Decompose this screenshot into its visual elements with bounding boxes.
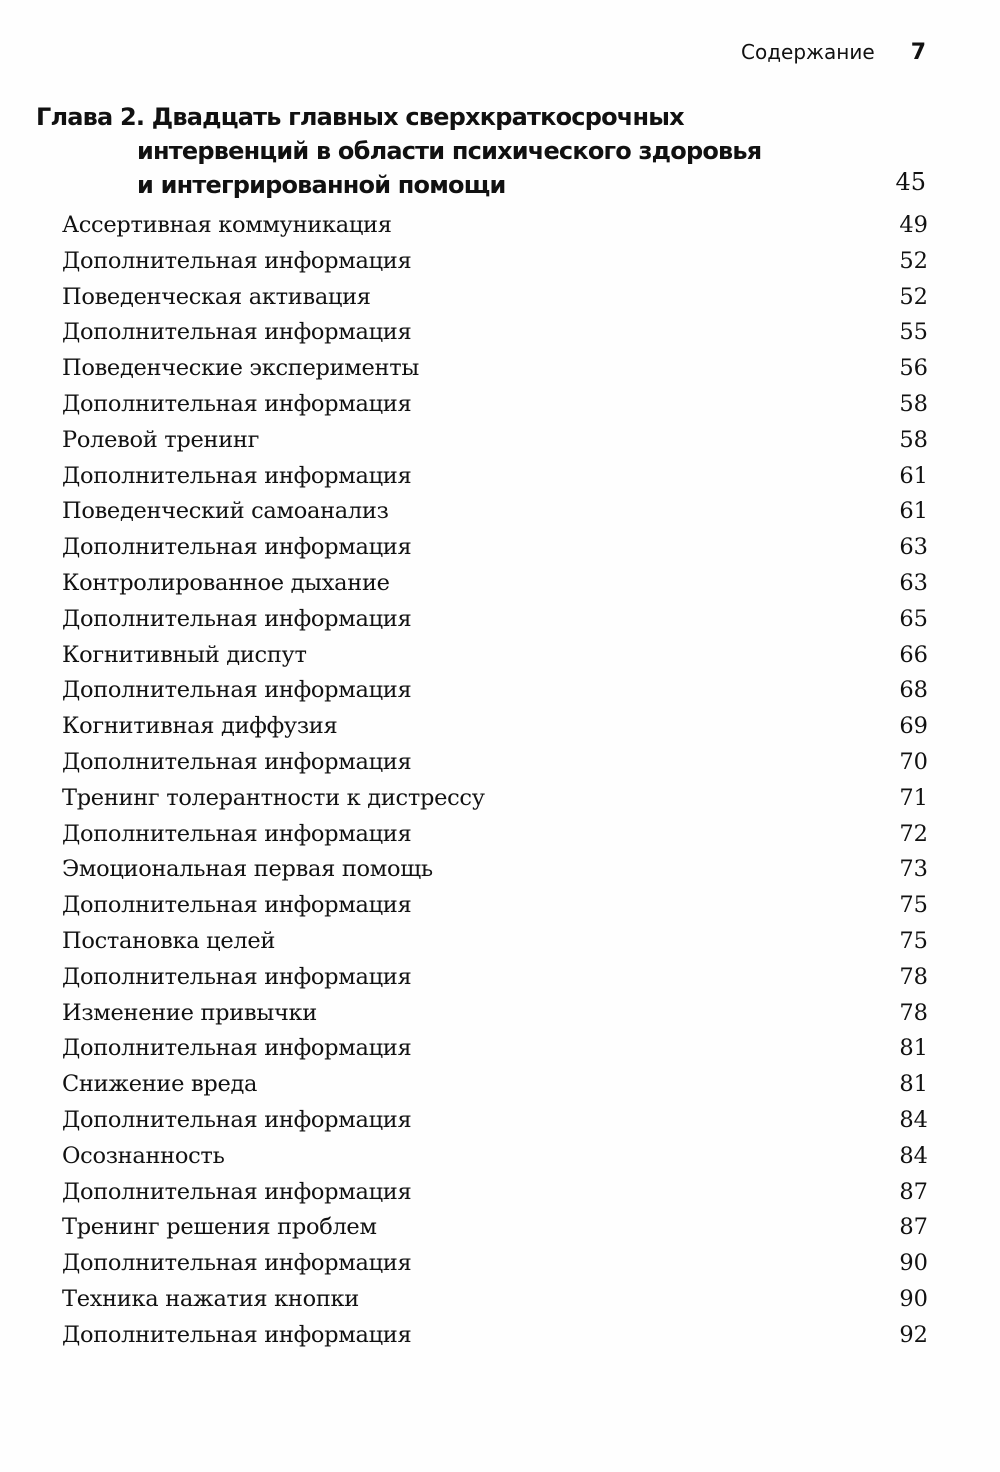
toc-entry-page: 72 — [899, 820, 928, 847]
toc-entry — [62, 888, 928, 924]
toc-entry-title: Техника нажатия кнопки — [62, 1285, 360, 1312]
chapter-heading-line: и интегрированной помощи — [137, 171, 506, 199]
toc-entry-title: Когнитивный диспут — [62, 641, 307, 668]
toc-entry-title: Дополнительная информация — [62, 820, 412, 847]
toc-entry — [62, 423, 928, 459]
toc-entry-page: 71 — [899, 784, 928, 811]
page-number: 7 — [910, 40, 926, 65]
toc-entry-title: Дополнительная информация — [62, 1106, 412, 1133]
toc-entry-page: 87 — [899, 1178, 928, 1205]
toc-entry-page: 65 — [899, 605, 928, 632]
chapter-heading — [36, 100, 936, 202]
toc-entry-title: Дополнительная информация — [62, 1035, 412, 1062]
toc-entry-title: Дополнительная информация — [62, 319, 412, 346]
toc-entry-page: 90 — [899, 1250, 928, 1277]
toc-entry-title: Эмоциональная первая помощь — [62, 856, 433, 883]
toc-entry — [62, 1282, 928, 1318]
toc-entry — [62, 315, 928, 351]
toc-entry — [62, 530, 928, 566]
toc-entry — [62, 1103, 928, 1139]
toc-entry — [62, 781, 928, 817]
toc-entry-page: 92 — [899, 1321, 928, 1348]
toc-entry — [62, 280, 928, 316]
toc-entry-title: Контролированное дыхание — [62, 569, 390, 596]
toc-entry-title: Дополнительная информация — [62, 1178, 412, 1205]
toc-entry — [62, 1031, 928, 1067]
toc-entry — [62, 1175, 928, 1211]
toc-entry-title: Изменение привычки — [62, 999, 317, 1026]
toc-entry — [62, 996, 928, 1032]
toc-entry-page: 49 — [899, 212, 928, 238]
toc-entry — [62, 566, 928, 602]
toc-entry-page: 68 — [899, 677, 928, 704]
running-head-title: Содержание — [741, 40, 875, 64]
toc-entry-page: 78 — [899, 999, 928, 1026]
toc-entry-page: 84 — [899, 1142, 928, 1169]
toc-entry-title: Дополнительная информация — [62, 534, 412, 561]
toc-entry-page: 61 — [899, 498, 928, 525]
toc-entry-title: Дополнительная информация — [62, 462, 412, 489]
toc-entry-page: 52 — [899, 247, 928, 274]
toc-entry-title: Поведенческий самоанализ — [62, 498, 389, 525]
toc-entry-page: 75 — [899, 927, 928, 954]
toc-entry-title: Дополнительная информация — [62, 605, 412, 632]
toc-entry-title: Снижение вреда — [62, 1071, 258, 1098]
toc-entry — [62, 638, 928, 674]
toc-entry-page: 84 — [899, 1106, 928, 1133]
toc-entry-title: Ролевой тренинг — [62, 426, 260, 453]
toc-entry-title: Дополнительная информация — [62, 963, 412, 990]
toc-entry-title: Ассертивная коммуникация — [62, 212, 392, 238]
toc-entry-title: Дополнительная информация — [62, 247, 412, 274]
toc-entry-page: 58 — [899, 426, 928, 453]
toc-entry — [62, 960, 928, 996]
toc-entry — [62, 745, 928, 781]
toc-entry — [62, 709, 928, 745]
toc-entry-page: 81 — [899, 1035, 928, 1062]
toc-entry — [62, 351, 928, 387]
toc-entry-page: 63 — [899, 569, 928, 596]
toc-entry — [62, 1067, 928, 1103]
toc-entry — [62, 673, 928, 709]
chapter-heading-line: Глава 2. Двадцать главных сверхкраткосрочных — [36, 103, 684, 131]
toc-entry-page: 78 — [899, 963, 928, 990]
toc-entry-title: Дополнительная информация — [62, 892, 412, 919]
toc-entry — [62, 1246, 928, 1282]
toc-entry — [62, 852, 928, 888]
toc-list — [62, 208, 928, 1354]
chapter-heading-line: интервенций в области психического здоровья — [137, 137, 762, 165]
toc-entry-page: 87 — [899, 1214, 928, 1241]
toc-entry — [62, 602, 928, 638]
toc-entry-title: Дополнительная информация — [62, 748, 412, 775]
toc-entry-title: Дополнительная информация — [62, 1321, 412, 1348]
toc-entry-title: Когнитивная диффузия — [62, 713, 338, 740]
toc-entry-title: Тренинг толерантности к дистрессу — [62, 784, 485, 811]
toc-entry-page: 52 — [899, 283, 928, 310]
toc-entry-page: 55 — [899, 319, 928, 346]
toc-entry-page: 75 — [899, 892, 928, 919]
toc-entry-title: Дополнительная информация — [62, 1250, 412, 1277]
toc-entry — [62, 208, 928, 244]
toc-entry-title: Дополнительная информация — [62, 677, 412, 704]
toc-entry-title: Поведенческая активация — [62, 283, 371, 310]
toc-entry — [62, 1210, 928, 1246]
toc-entry — [62, 924, 928, 960]
toc-entry-page: 56 — [899, 355, 928, 382]
toc-entry-title: Осознанность — [62, 1142, 225, 1169]
toc-entry — [62, 817, 928, 853]
toc-entry-title: Тренинг решения проблем — [62, 1214, 377, 1241]
toc-entry — [62, 494, 928, 530]
toc-entry-page: 81 — [899, 1071, 928, 1098]
toc-entry-page: 90 — [899, 1285, 928, 1312]
toc-entry-page: 58 — [899, 390, 928, 417]
chapter-page-number: 45 — [895, 168, 926, 196]
toc-entry — [62, 1139, 928, 1175]
toc-entry-page: 63 — [899, 534, 928, 561]
toc-entry-title: Дополнительная информация — [62, 390, 412, 417]
toc-entry-title: Поведенческие эксперименты — [62, 355, 419, 382]
toc-entry-title: Постановка целей — [62, 927, 276, 954]
toc-entry — [62, 387, 928, 423]
toc-entry — [62, 459, 928, 495]
running-head — [741, 40, 926, 65]
toc-entry-page: 70 — [899, 748, 928, 775]
toc-entry — [62, 1318, 928, 1354]
toc-entry-page: 61 — [899, 462, 928, 489]
toc-entry-page: 66 — [899, 641, 928, 668]
toc-entry-page: 69 — [899, 713, 928, 740]
toc-entry-page: 73 — [899, 856, 928, 883]
toc-entry — [62, 244, 928, 280]
